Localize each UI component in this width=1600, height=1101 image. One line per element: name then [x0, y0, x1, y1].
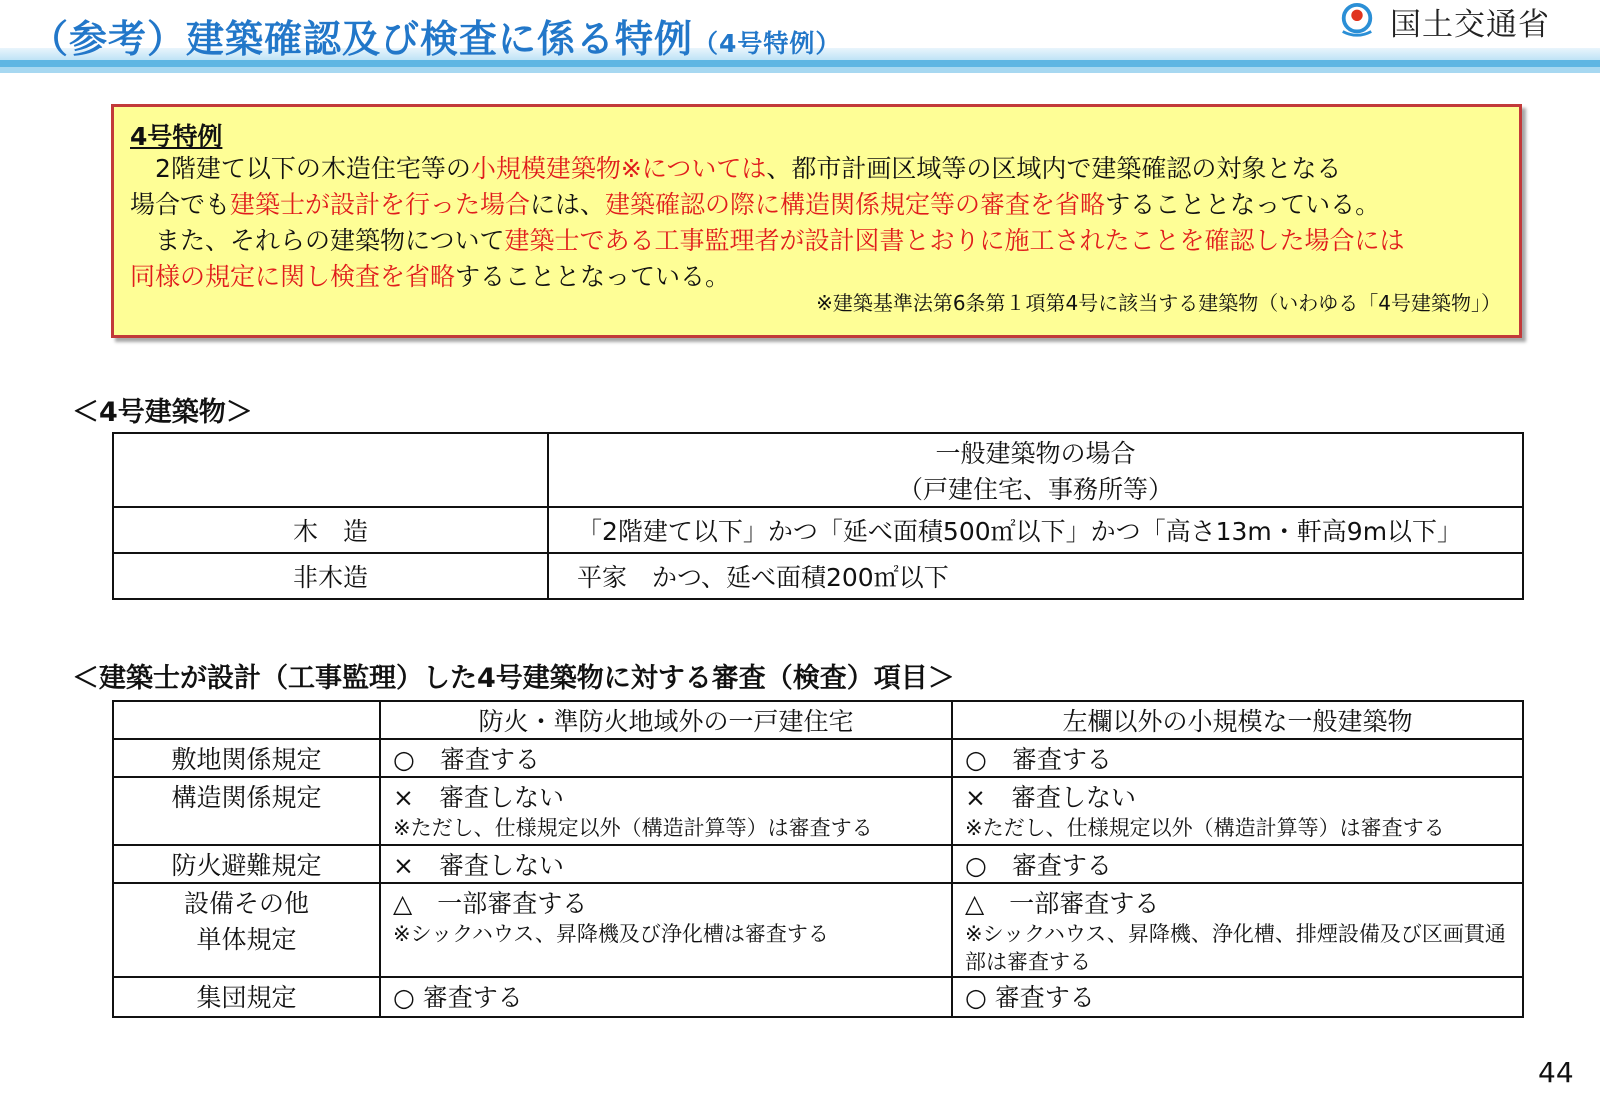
review-status: × 審査しない [393, 851, 564, 880]
review-note: ※ただし、仕様規定以外（構造計算等）は審査する [965, 816, 1445, 840]
body-text: には、 [530, 190, 606, 219]
general-building-header [548, 433, 1523, 507]
review-note: ※シックハウス、昇降機、浄化槽、排煙設備及び区画貫通部は審査する [965, 922, 1506, 974]
notice-paragraph-2 [130, 187, 1380, 223]
review-status: × 審査しない [393, 783, 564, 812]
review-items-table [112, 700, 1524, 1018]
page-title-sub: （4号特例） [693, 29, 842, 58]
table-corner-cell [113, 701, 380, 739]
page-title-main: （参考）建築確認及び検査に係る特例 [30, 17, 694, 61]
row-label-site [113, 739, 380, 777]
review-note: ※シックハウス、昇降機及び浄化槽は審査する [393, 922, 829, 946]
row-label-structure [113, 777, 380, 845]
review-status: ○ 審査する [965, 983, 1095, 1012]
body-text: 、都市計画区域等の区域内で建築確認の対象となる [766, 154, 1342, 183]
row-label-line: 構造関係規定 [171, 783, 322, 812]
table-row [113, 739, 1523, 777]
notice-paragraph-4 [130, 259, 730, 295]
review-cell [952, 845, 1523, 883]
4go-building-table [112, 432, 1524, 600]
table-row [113, 845, 1523, 883]
table-header-row [113, 433, 1523, 507]
emphasis-text: 建築士が設計を行った場合 [230, 190, 531, 219]
notice-heading: 4号特例 [130, 122, 223, 151]
emphasis-text: 小規模建築物※については [470, 154, 767, 183]
review-cell [952, 977, 1523, 1017]
review-cell [952, 739, 1523, 777]
review-note: ※ただし、仕様規定以外（構造計算等）は審査する [393, 816, 873, 840]
notice-paragraph-1 [130, 151, 1341, 187]
row-label-non-wooden: 非木造 [113, 553, 548, 599]
review-cell [380, 739, 952, 777]
review-status: × 審査しない [965, 783, 1136, 812]
row-label-line: 敷地関係規定 [171, 745, 322, 774]
general-building-header-line2: （戸建住宅、事務所等） [897, 475, 1173, 504]
notice-box [111, 104, 1522, 338]
body-text: することとなっている。 [455, 262, 731, 291]
review-status: ○ 審査する [393, 983, 523, 1012]
row-value-wooden: 「2階建て以下」かつ「延べ面積500㎡以下」かつ「高さ13m・軒高9m以下」 [548, 507, 1523, 553]
emphasis-text: 建築確認の際に構造関係規定等の審査を省略 [605, 190, 1106, 219]
row-label-line: 設備その他 [183, 889, 309, 918]
review-status: △ 一部審査する [393, 889, 588, 918]
review-cell [380, 977, 952, 1017]
row-label-line: 集団規定 [196, 983, 297, 1012]
table-row [113, 777, 1523, 845]
table-row [113, 977, 1523, 1017]
mlit-logo-icon [1338, 2, 1376, 40]
notice-footnote: ※建築基準法第6条第１項第4号に該当する建築物（いわゆる「4号建築物」） [816, 291, 1501, 315]
general-building-header-line1: 一般建築物の場合 [935, 439, 1136, 468]
body-text: 場合でも [130, 190, 231, 219]
table-row [113, 883, 1523, 977]
review-status: ○ 審査する [965, 745, 1112, 774]
row-label-wooden: 木 造 [113, 507, 548, 553]
table-row [113, 553, 1523, 599]
review-cell [380, 883, 952, 977]
org-logo [1338, 0, 1550, 42]
org-name: 国土交通省 [1390, 6, 1550, 43]
column-header-other-small-building: 左欄以外の小規模な一般建築物 [952, 701, 1523, 739]
column-header-detached-house: 防火・準防火地域外の一戸建住宅 [380, 701, 952, 739]
review-cell [380, 777, 952, 845]
body-text: 2階建て以下の木造住宅等の [130, 154, 471, 183]
row-label-equipment [113, 883, 380, 977]
table-row [113, 507, 1523, 553]
row-label-fire-evacuation [113, 845, 380, 883]
body-text: また、それらの建築物について [130, 226, 505, 255]
row-label-group [113, 977, 380, 1017]
review-cell [952, 883, 1523, 977]
section-heading-4go: ＜4号建築物＞ [72, 397, 253, 428]
row-value-non-wooden: 平家 かつ、延べ面積200㎡以下 [548, 553, 1523, 599]
body-text: することとなっている。 [1105, 190, 1381, 219]
emphasis-text: 同様の規定に関し検査を省略 [130, 262, 456, 291]
header-band-bottom [0, 67, 1600, 73]
review-cell [380, 845, 952, 883]
emphasis-text: 建築士である工事監理者が設計図書とおりに施工されたことを確認した場合には [504, 226, 1405, 255]
row-label-line: 単体規定 [196, 925, 297, 954]
review-status: ○ 審査する [393, 745, 540, 774]
notice-paragraph-3 [130, 223, 1405, 259]
table-corner-cell [113, 433, 548, 507]
page-title [30, 8, 841, 63]
page-number: 44 [1538, 1056, 1574, 1089]
review-status: △ 一部審査する [965, 889, 1160, 918]
page-header [0, 0, 1600, 80]
review-cell [952, 777, 1523, 845]
review-status: ○ 審査する [965, 851, 1112, 880]
table-header-row [113, 701, 1523, 739]
row-label-line: 防火避難規定 [171, 851, 322, 880]
section-heading-review-items: ＜建築士が設計（工事監理）した4号建築物に対する審査（検査）項目＞ [72, 663, 955, 694]
